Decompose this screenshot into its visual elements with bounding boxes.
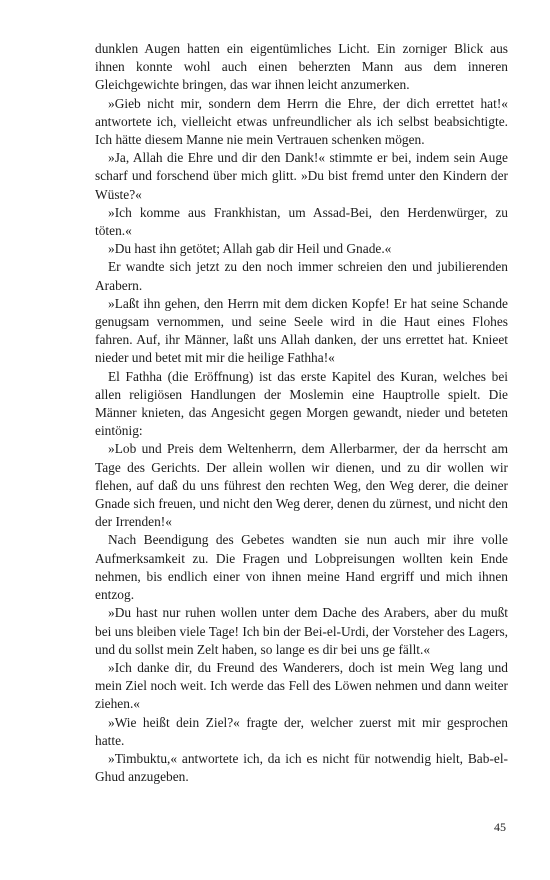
paragraph: »Wie heißt dein Ziel?« fragte der, welcher zuerst mit mir gesprochen hatte. (95, 714, 508, 748)
paragraph: Nach Beendigung des Gebetes wandten sie nun auch mir ihre volle Aufmerksamkeit zu. Die Fragen und Lobpreisungen wollten kein Ende nehmen, bis endlich einer von ihnen meine Hand ergriff und mich ihnen entzog. (95, 532, 508, 603)
paragraph: El Fathha (die Eröffnung) ist das erste Kapitel des Kuran, welches bei allen religiösen Handlungen der Moslemin eine Hauptrolle spielt. Die Männer knieten, das Angesicht gegen Morgen gewandt, nieder und beteten eintönig: (95, 368, 508, 439)
page-number: 45 (494, 820, 506, 834)
paragraph: »Ich komme aus Frankhistan, um Assad-Bei, den Herdenwürger, zu töten.« (95, 204, 508, 239)
paragraph: »Ja, Allah die Ehre und dir den Dank!« stimmte er bei, indem sein Auge scharf und forschend über mich glitt. »Du bist fremd unter den Kindern der Wüste?« (95, 150, 508, 202)
paragraph: »Lob und Preis dem Weltenherrn, dem Allerbarmer, der da herrscht am Tage des Gerichts. Der allein wollen wir dienen, und zu dir wollen wir flehen, auf daß du uns führest den rechten Weg, den Weg derer, die deiner Gnade sich freuen, und nicht den Weg derer, denen du zürnest, und nicht den der Irrenden!« (95, 441, 508, 530)
paragraph: »Laßt ihn gehen, den Herrn mit dem dicken Kopfe! Er hat seine Schande genugsam vernommen, und seine Seele wird in die Haut eines Flohes fahren. Auf, ihr Männer, laßt uns Allah danken, der uns errettet hat. Knieet nieder und betet mit mir die heilige Fathha!« (95, 295, 508, 366)
paragraph: Er wandte sich jetzt zu den noch immer schreien den und jubilierenden Arabern. (95, 259, 508, 293)
paragraph: »Du hast ihn getötet; Allah gab dir Heil und Gnade.« (108, 241, 392, 257)
paragraph: »Gieb nicht mir, sondern dem Herrn die Ehre, der dich errettet hat!« antwortete ich, vielleicht etwas unfreundlicher als ich selbst beabsichtigte. Ich hätte diesem Manne nie mein Vertrauen schenken mögen. (95, 95, 508, 148)
paragraph: »Ich danke dir, du Freund des Wanderers, doch ist mein Weg lang und mein Ziel noch weit. Ich werde das Fell des Löwen nehmen und dann weiter ziehen.« (95, 659, 508, 712)
paragraph: dunklen Augen hatten ein eigentümliches Licht. Ein zorniger Blick aus ihnen konnte wohl auch einen beherzten Mann aus dem inneren Gleichgewichte bringen, das war ihnen leicht anzumerken. (95, 41, 508, 93)
page-body-text (95, 40, 508, 786)
paragraph: »Du hast nur ruhen wollen unter dem Dache des Arabers, aber du mußt bei uns bleiben viele Tage! Ich bin der Bei-el-Urdi, der Vorsteher des Lagers, und du sollst mein Zelt haben, so lange es dir bei uns ge fällt.« (95, 605, 508, 657)
paragraph: »Timbuktu,« antwortete ich, da ich es nicht für notwendig hielt, Bab-el-Ghud anzugeben. (95, 750, 508, 785)
